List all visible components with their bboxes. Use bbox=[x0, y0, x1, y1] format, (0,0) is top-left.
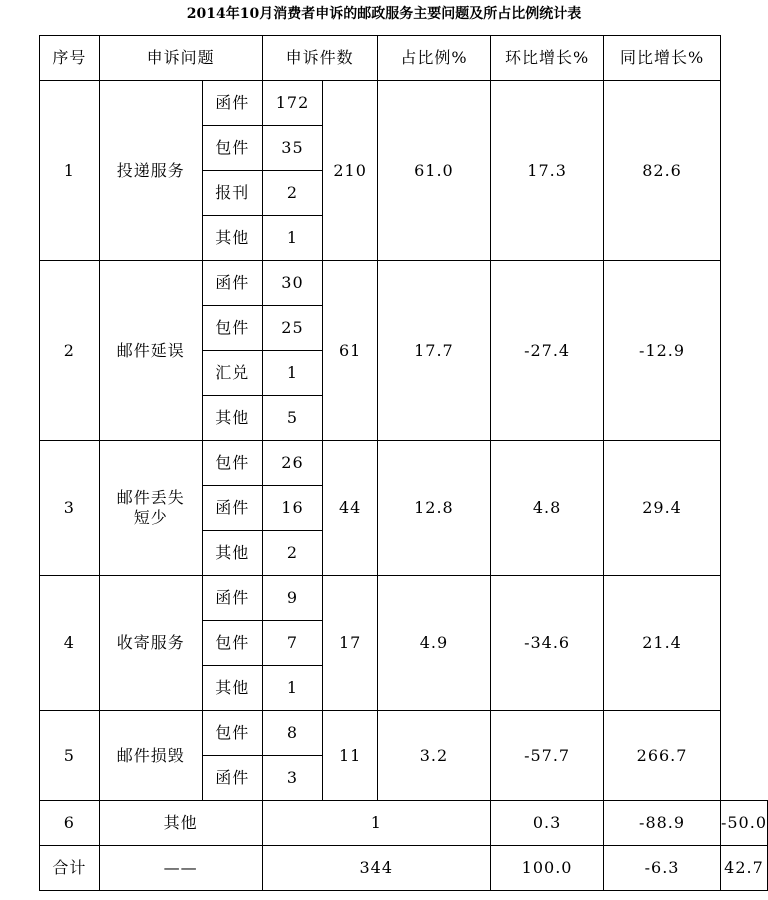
group-mom-cell: -34.6 bbox=[491, 576, 604, 711]
group-yoy-cell: 21.4 bbox=[604, 576, 721, 711]
sub-type-cell: 函件 bbox=[202, 756, 262, 801]
table-title: 2014年10月消费者申诉的邮政服务主要问题及所占比例统计表 bbox=[186, 6, 582, 22]
total-row-yoy: 42.7 bbox=[720, 846, 767, 891]
sub-count-cell: 5 bbox=[262, 396, 323, 441]
header-share: 占比例% bbox=[377, 36, 490, 81]
sub-count-cell: 26 bbox=[262, 441, 323, 486]
sub-type-cell: 包件 bbox=[202, 621, 262, 666]
group-seq-cell: 4 bbox=[40, 576, 100, 711]
group-yoy-cell: -12.9 bbox=[604, 261, 721, 441]
header-mom: 环比增长% bbox=[491, 36, 604, 81]
sub-type-cell: 函件 bbox=[202, 261, 262, 306]
other-row-seq: 6 bbox=[40, 801, 100, 846]
group-share-cell: 12.8 bbox=[377, 441, 490, 576]
total-row-share: 100.0 bbox=[491, 846, 604, 891]
total-row-issue: —— bbox=[99, 846, 262, 891]
group-mom-cell: 4.8 bbox=[491, 441, 604, 576]
table-row bbox=[40, 261, 768, 306]
group-total-cell: 11 bbox=[323, 711, 377, 801]
other-row-mom: -88.9 bbox=[604, 801, 721, 846]
sub-type-cell: 其他 bbox=[202, 666, 262, 711]
group-total-cell: 44 bbox=[323, 441, 377, 576]
group-yoy-cell: 266.7 bbox=[604, 711, 721, 801]
group-yoy-cell: 29.4 bbox=[604, 441, 721, 576]
group-issue-cell: 投递服务 bbox=[99, 81, 202, 261]
group-seq-cell: 1 bbox=[40, 81, 100, 261]
header-yoy: 同比增长% bbox=[604, 36, 721, 81]
group-issue-cell: 邮件丢失 短少 bbox=[99, 441, 202, 576]
sub-count-cell: 2 bbox=[262, 531, 323, 576]
sub-count-cell: 3 bbox=[262, 756, 323, 801]
sub-count-cell: 7 bbox=[262, 621, 323, 666]
sub-type-cell: 报刊 bbox=[202, 171, 262, 216]
group-share-cell: 4.9 bbox=[377, 576, 490, 711]
sub-type-cell: 其他 bbox=[202, 531, 262, 576]
total-row-total: 344 bbox=[262, 846, 491, 891]
group-issue-cell: 邮件损毁 bbox=[99, 711, 202, 801]
sub-count-cell: 1 bbox=[262, 216, 323, 261]
table-row bbox=[40, 711, 768, 756]
group-seq-cell: 2 bbox=[40, 261, 100, 441]
sub-type-cell: 包件 bbox=[202, 306, 262, 351]
sub-type-cell: 包件 bbox=[202, 441, 262, 486]
group-share-cell: 61.0 bbox=[377, 81, 490, 261]
sub-count-cell: 25 bbox=[262, 306, 323, 351]
sub-type-cell: 其他 bbox=[202, 216, 262, 261]
sub-count-cell: 1 bbox=[262, 666, 323, 711]
sub-count-cell: 8 bbox=[262, 711, 323, 756]
total-row-mom: -6.3 bbox=[604, 846, 721, 891]
other-row-total: 1 bbox=[262, 801, 491, 846]
group-issue-cell: 邮件延误 bbox=[99, 261, 202, 441]
group-yoy-cell: 82.6 bbox=[604, 81, 721, 261]
table-row bbox=[40, 576, 768, 621]
group-issue-cell: 收寄服务 bbox=[99, 576, 202, 711]
other-row-issue: 其他 bbox=[99, 801, 262, 846]
header-seq: 序号 bbox=[40, 36, 100, 81]
sub-count-cell: 172 bbox=[262, 81, 323, 126]
sub-count-cell: 2 bbox=[262, 171, 323, 216]
group-share-cell: 3.2 bbox=[377, 711, 490, 801]
group-mom-cell: -57.7 bbox=[491, 711, 604, 801]
table-row bbox=[40, 81, 768, 126]
sub-type-cell: 其他 bbox=[202, 396, 262, 441]
header-row bbox=[40, 36, 768, 81]
group-total-cell: 17 bbox=[323, 576, 377, 711]
sub-type-cell: 包件 bbox=[202, 711, 262, 756]
group-total-cell: 210 bbox=[323, 81, 377, 261]
other-row-yoy: -50.0 bbox=[720, 801, 767, 846]
sub-count-cell: 1 bbox=[262, 351, 323, 396]
sub-count-cell: 9 bbox=[262, 576, 323, 621]
group-mom-cell: -27.4 bbox=[491, 261, 604, 441]
group-mom-cell: 17.3 bbox=[491, 81, 604, 261]
group-seq-cell: 3 bbox=[40, 441, 100, 576]
sub-type-cell: 函件 bbox=[202, 486, 262, 531]
sub-type-cell: 汇兑 bbox=[202, 351, 262, 396]
total-row bbox=[40, 846, 768, 891]
header-issue: 申诉问题 bbox=[99, 36, 262, 81]
table-body bbox=[40, 36, 768, 891]
group-share-cell: 17.7 bbox=[377, 261, 490, 441]
complaint-statistics-table bbox=[39, 35, 768, 891]
table-row bbox=[40, 441, 768, 486]
sub-type-cell: 包件 bbox=[202, 126, 262, 171]
other-row bbox=[40, 801, 768, 846]
group-total-cell: 61 bbox=[323, 261, 377, 441]
sub-count-cell: 35 bbox=[262, 126, 323, 171]
sub-type-cell: 函件 bbox=[202, 81, 262, 126]
header-count: 申诉件数 bbox=[262, 36, 377, 81]
sub-type-cell: 函件 bbox=[202, 576, 262, 621]
sub-count-cell: 30 bbox=[262, 261, 323, 306]
other-row-share: 0.3 bbox=[491, 801, 604, 846]
total-row-seq: 合计 bbox=[40, 846, 100, 891]
group-seq-cell: 5 bbox=[40, 711, 100, 801]
sub-count-cell: 16 bbox=[262, 486, 323, 531]
